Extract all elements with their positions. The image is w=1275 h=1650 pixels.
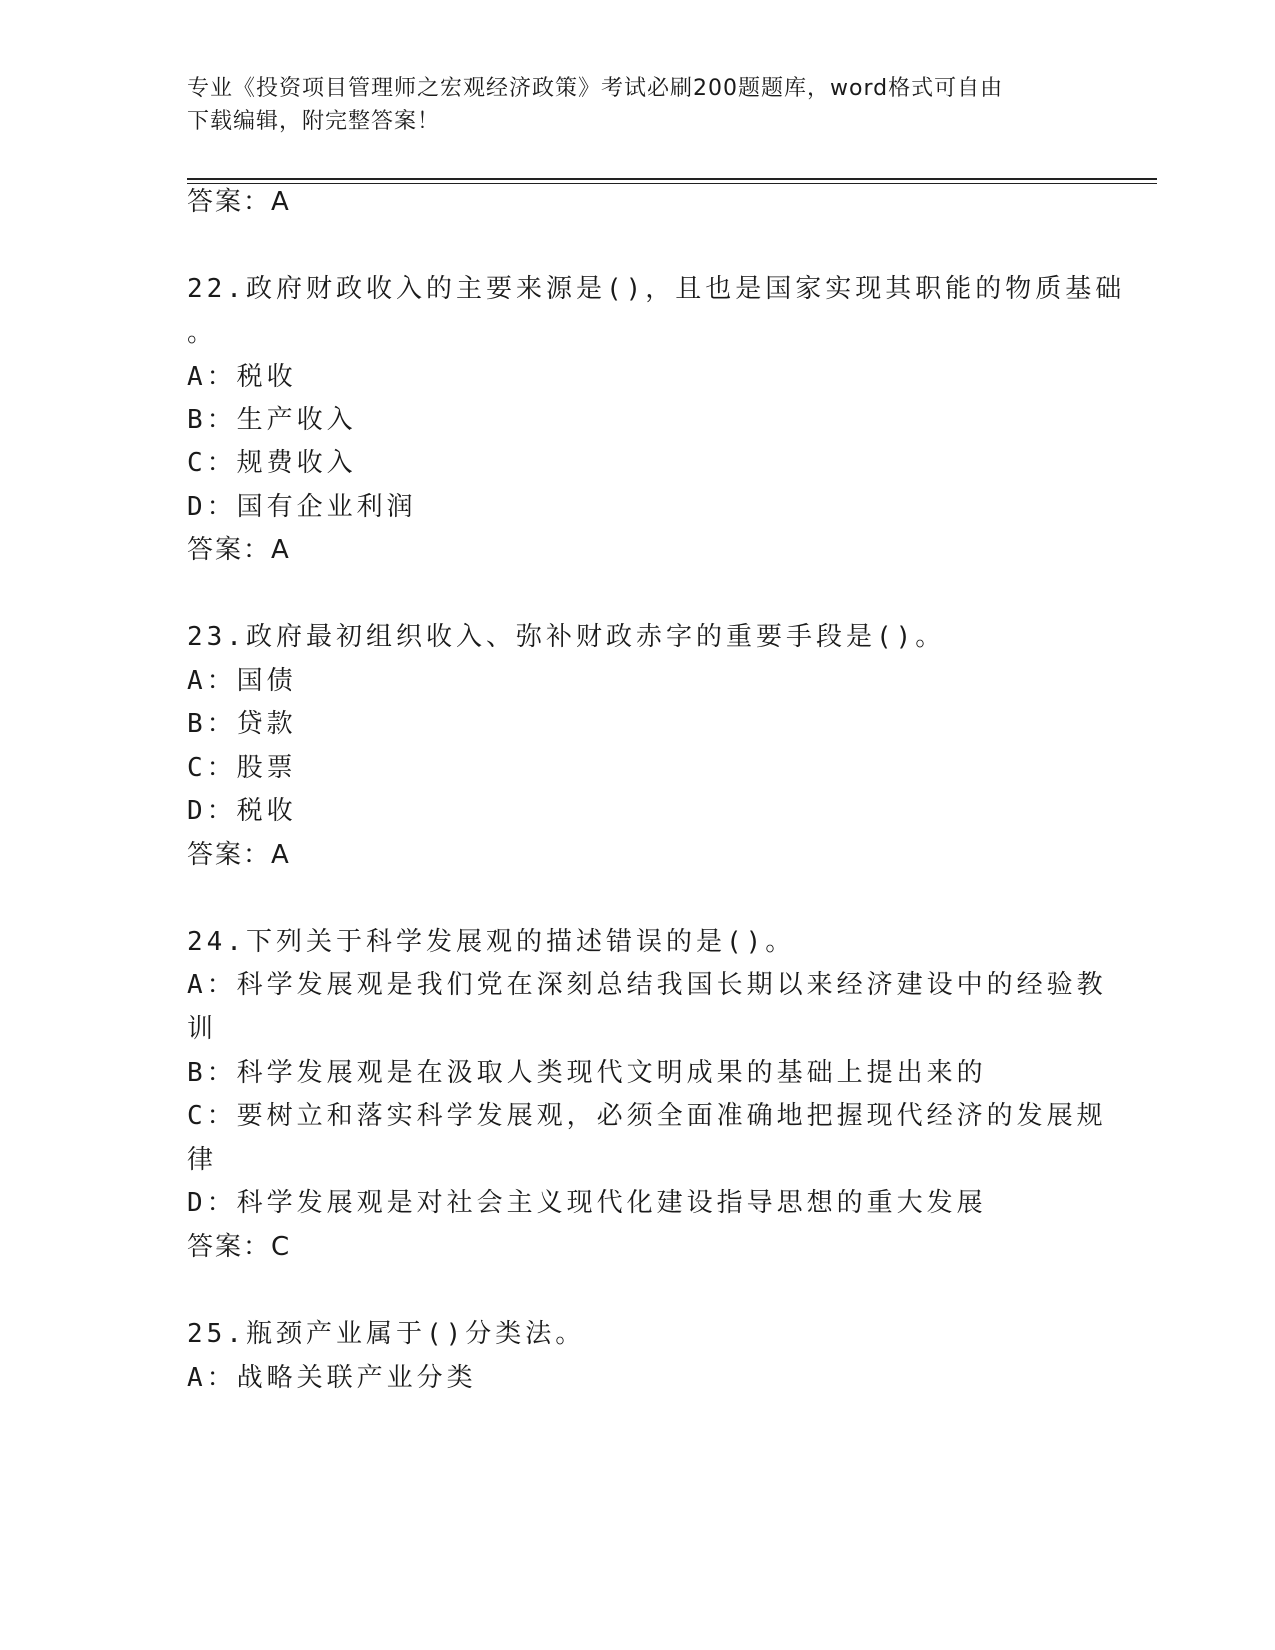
header-line-1: 专业《投资项目管理师之宏观经济政策》考试必刷200题题库，word格式可自由 <box>187 76 1004 101</box>
answer-24: 答案：C <box>187 1232 292 1262</box>
question-22-stem-cont: 。 <box>187 318 218 348</box>
question-22-option-b: B：生产收入 <box>187 405 357 435</box>
question-23-option-d: D：税收 <box>187 796 297 826</box>
document-header <box>187 72 1067 138</box>
question-24-option-a-cont: 训 <box>187 1014 218 1044</box>
question-23-option-a: A：国债 <box>187 666 297 696</box>
question-22-option-d: D：国有企业利润 <box>187 492 417 522</box>
header-line-2: 下载编辑，附完整答案！ <box>187 109 441 134</box>
question-22-option-c: C：规费收入 <box>187 448 357 478</box>
answer-21: 答案：A <box>187 187 291 217</box>
question-23-option-c: C：股票 <box>187 753 297 783</box>
question-24-option-c-cont: 律 <box>187 1145 218 1175</box>
answer-23: 答案：A <box>187 840 291 870</box>
question-24-option-c: C：要树立和落实科学发展观，必须全面准确地把握现代经济的发展规 <box>187 1101 1107 1131</box>
question-25-option-a: A：战略关联产业分类 <box>187 1363 477 1393</box>
question-25-stem: 25.瓶颈产业属于()分类法。 <box>187 1319 586 1349</box>
question-24-option-d: D：科学发展观是对社会主义现代化建设指导思想的重大发展 <box>187 1188 987 1218</box>
question-24-option-a: A：科学发展观是我们党在深刻总结我国长期以来经济建设中的经验教 <box>187 970 1107 1000</box>
header-divider-thick <box>187 178 1157 180</box>
header-divider-thin <box>187 183 1157 184</box>
question-22-stem: 22.政府财政收入的主要来源是()，且也是国家实现其职能的物质基础 <box>187 274 1126 304</box>
answer-22: 答案：A <box>187 535 291 565</box>
question-24-stem: 24.下列关于科学发展观的描述错误的是()。 <box>187 927 796 957</box>
question-22-option-a: A：税收 <box>187 362 297 392</box>
question-23-option-b: B：贷款 <box>187 709 297 739</box>
question-23-stem: 23.政府最初组织收入、弥补财政赤字的重要手段是()。 <box>187 622 946 652</box>
question-24-option-b: B：科学发展观是在汲取人类现代文明成果的基础上提出来的 <box>187 1058 987 1088</box>
